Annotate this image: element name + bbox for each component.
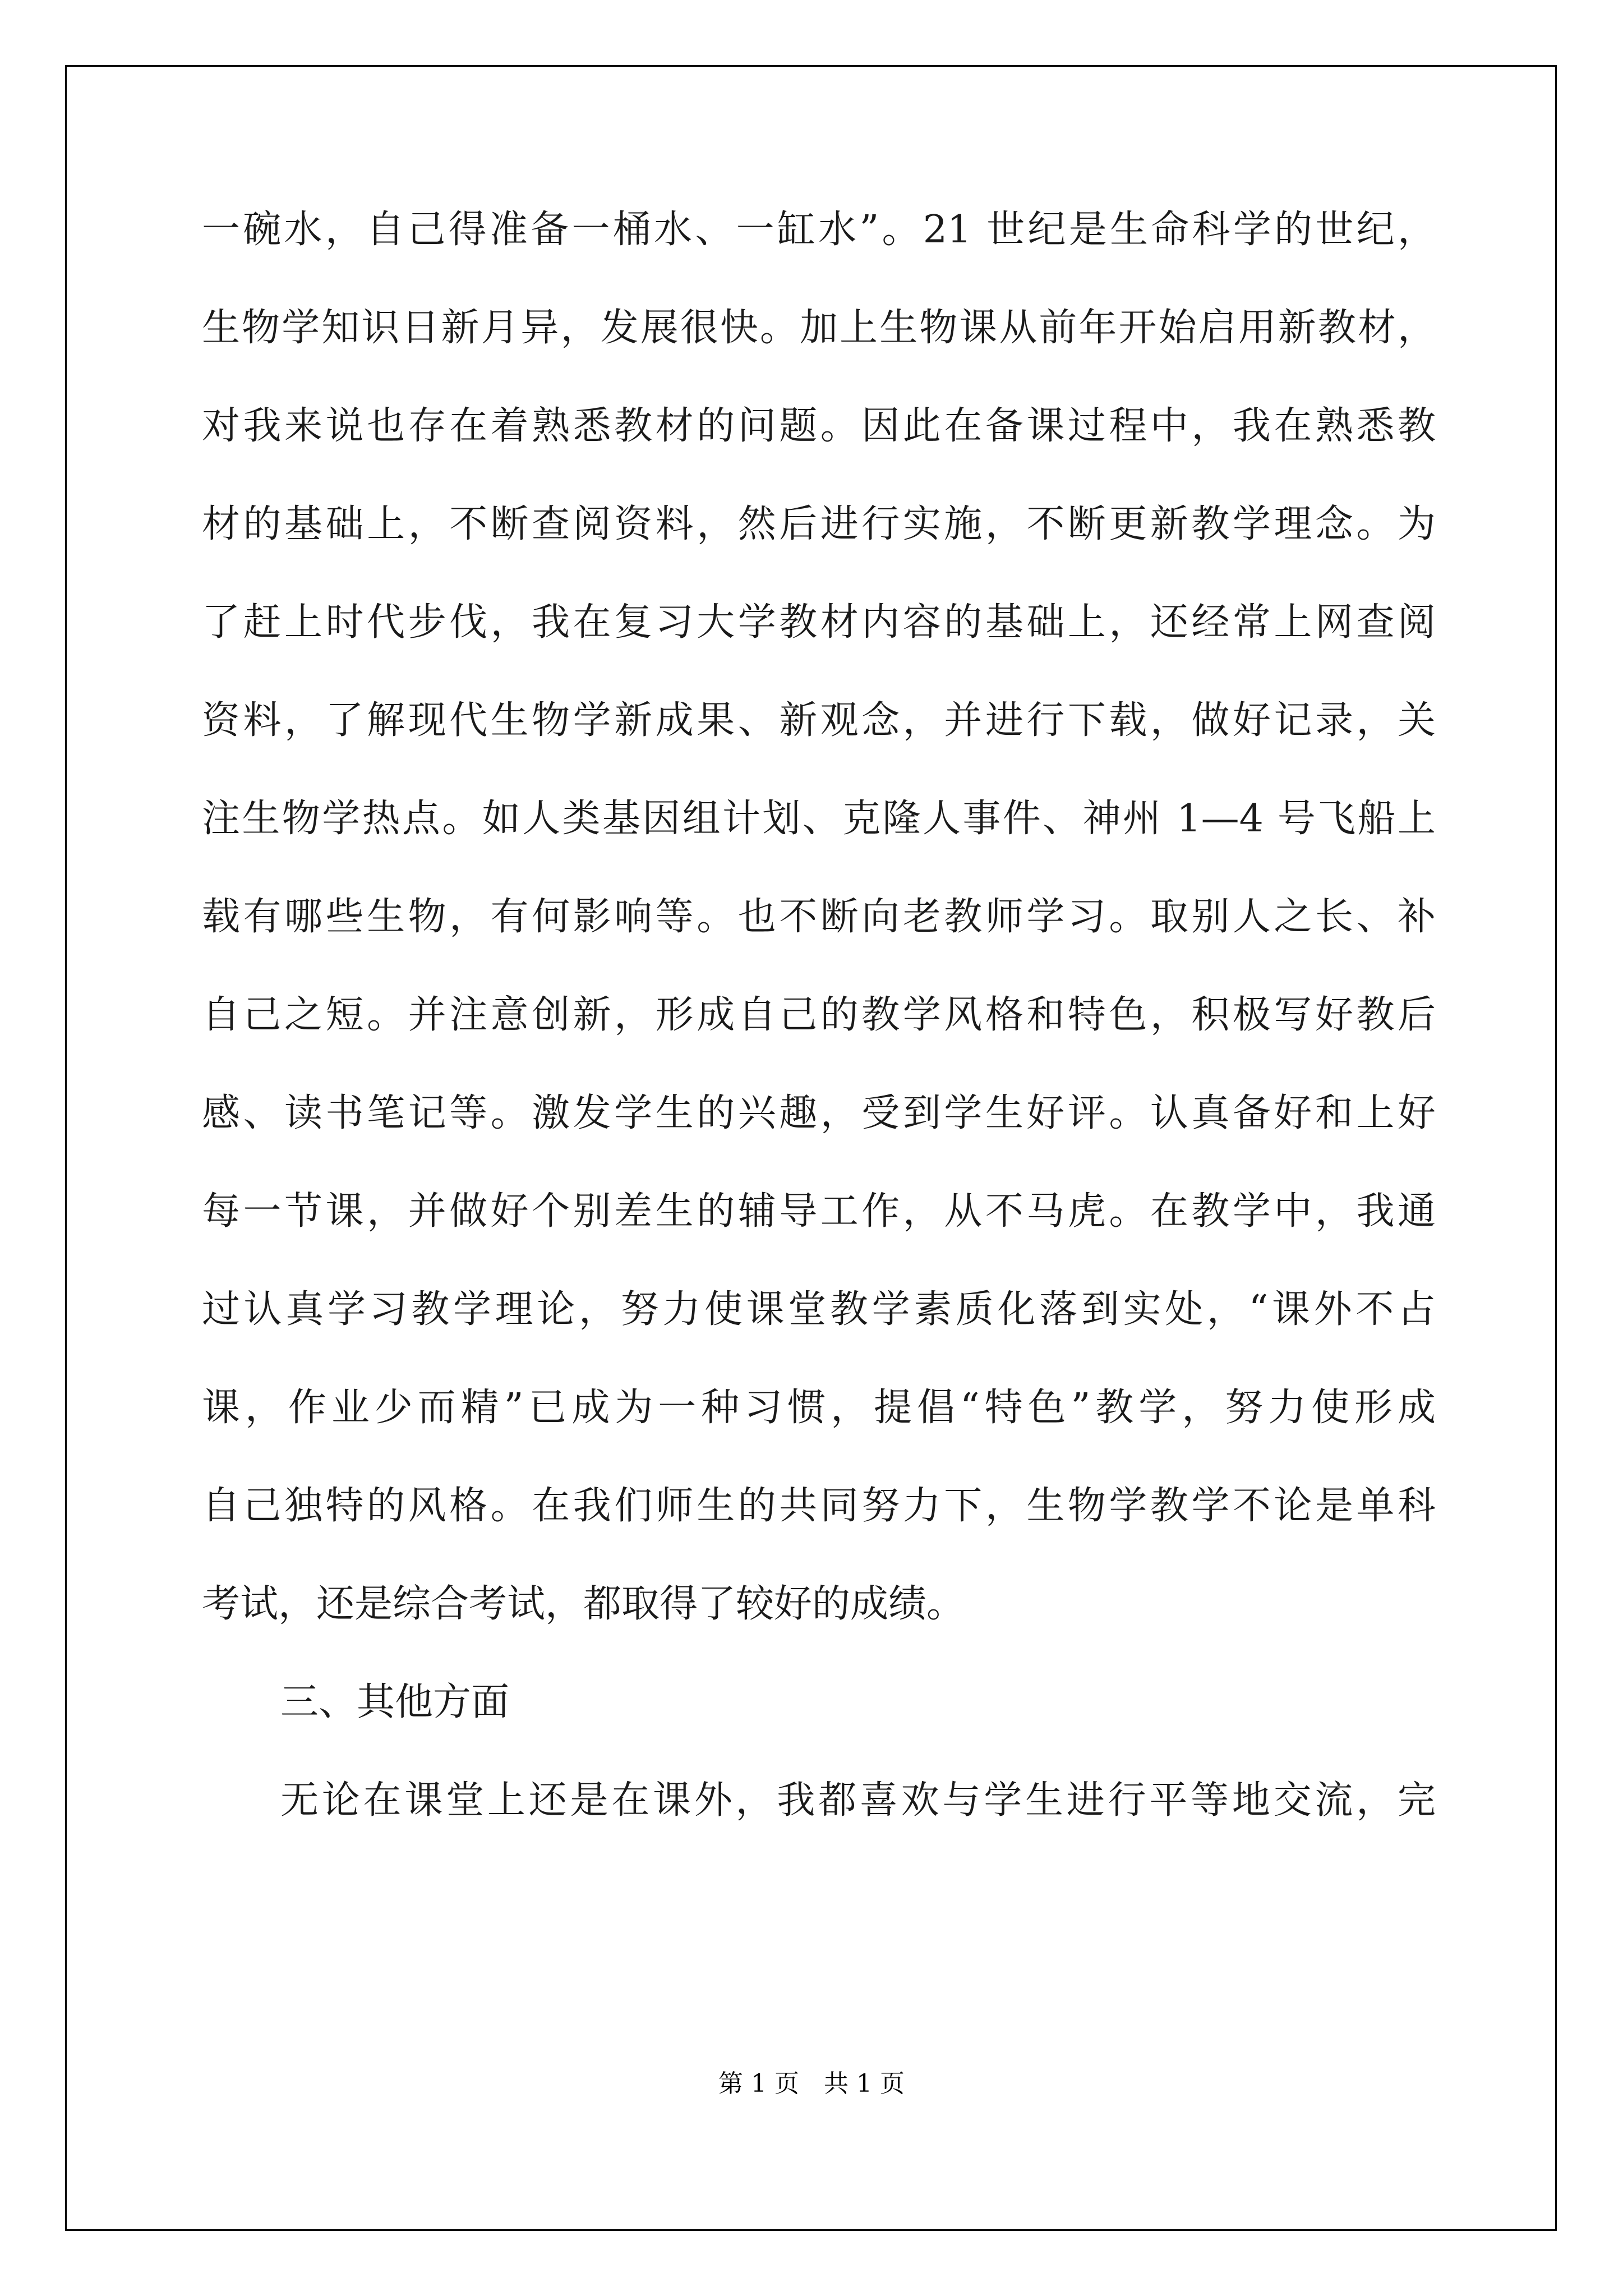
body-text-line: 了赶上时代步伐，我在复习大学教材内容的基础上，还经常上网查阅 (202, 600, 1436, 645)
body-text-line: 一碗水，自己得准备一桶水、一缸水”。21 世纪是生命科学的世纪， (202, 208, 1436, 252)
body-text-line: 对我来说也存在着熟悉教材的问题。因此在备课过程中，我在熟悉教 (202, 404, 1436, 448)
body-text-line: 自己独特的风格。在我们师生的共同努力下，生物学教学不论是单科 (202, 1484, 1436, 1528)
body-text-line: 考试，还是综合考试，都取得了较好的成绩。 (202, 1582, 965, 1626)
body-text-line: 载有哪些生物，有何影响等。也不断向老教师学习。取别人之长、补 (202, 895, 1436, 939)
body-text-line: 生物学知识日新月异，发展很快。加上生物课从前年开始启用新教材， (202, 306, 1436, 350)
body-text-line: 感、读书笔记等。激发学生的兴趣，受到学生好评。认真备好和上好 (202, 1091, 1436, 1135)
body-text-line: 注生物学热点。如人类基因组计划、克隆人事件、神州 1—4 号飞船上 (202, 797, 1436, 841)
body-text-line: 无论在课堂上还是在课外，我都喜欢与学生进行平等地交流，完 (280, 1778, 1436, 1823)
body-text-line: 课，作业少而精”已成为一种习惯，提倡“特色”教学，努力使形成 (202, 1386, 1436, 1430)
body-text-line: 过认真学习教学理论，努力使课堂教学素质化落到实处，“课外不占 (202, 1287, 1436, 1332)
page-number-footer: 第 1 页 共 1 页 (718, 2069, 905, 2098)
body-text-line: 材的基础上，不断查阅资料，然后进行实施，不断更新教学理念。为 (202, 502, 1436, 546)
page-border (65, 65, 1557, 2231)
section-heading: 三、其他方面 (280, 1680, 510, 1724)
body-text-line: 每一节课，并做好个别差生的辅导工作，从不马虎。在教学中，我通 (202, 1189, 1436, 1234)
body-text-line: 资料，了解现代生物学新成果、新观念，并进行下载，做好记录，关 (202, 698, 1436, 743)
body-text-line: 自己之短。并注意创新，形成自己的教学风格和特色，积极写好教后 (202, 993, 1436, 1037)
